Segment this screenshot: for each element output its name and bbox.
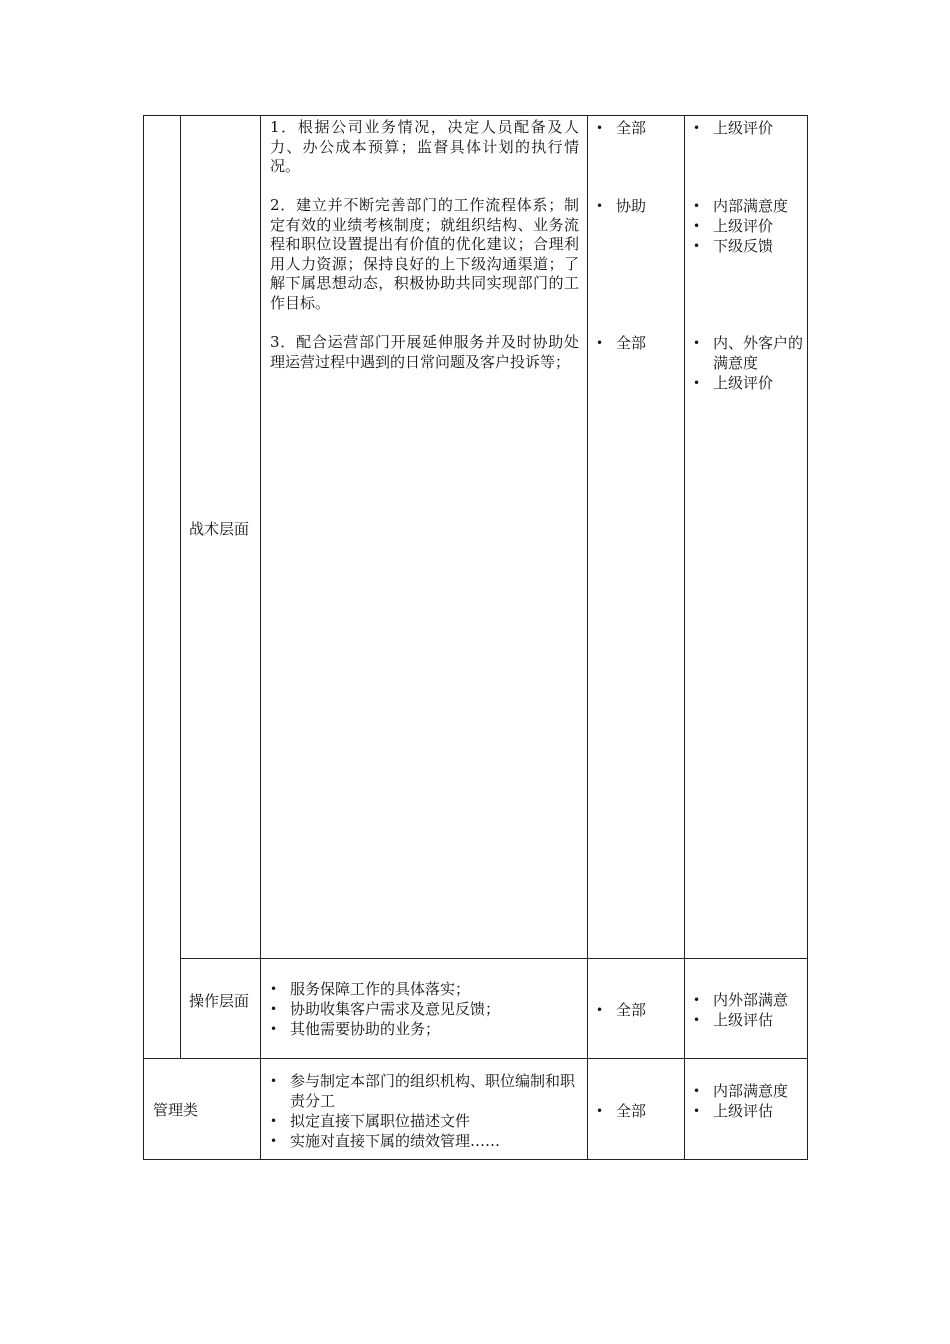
- scope-item: • 协助: [593, 196, 681, 216]
- tactical-eval-1: [690, 118, 804, 138]
- eval-item: • 内部满意度: [690, 1081, 804, 1101]
- tactical-duty-3: 3．配合运营部门开展延伸服务并及时协助处理运营过程中遇到的日常问题及客户投诉等；: [270, 333, 579, 371]
- table-border-top: [143, 115, 808, 116]
- operation-scope: [593, 1000, 681, 1020]
- duty-item: • 其他需要协助的业务；: [267, 1019, 583, 1039]
- management-eval: [690, 1081, 804, 1121]
- tactical-level-label: 战术层面: [189, 520, 250, 538]
- column-divider-scope: [587, 115, 588, 1160]
- operation-eval: [690, 990, 804, 1030]
- column-divider-duty: [260, 115, 261, 1160]
- management-category-label: 管理类: [153, 1101, 199, 1119]
- table-border-right: [807, 115, 808, 1160]
- table-border-left: [143, 115, 144, 1160]
- duty-item: • 协助收集客户需求及意见反馈；: [267, 999, 583, 1019]
- operation-duties: [267, 979, 583, 1039]
- tactical-eval-3: [690, 333, 804, 393]
- table-border-bottom: [143, 1159, 808, 1160]
- eval-item: • 内外部满意: [690, 990, 804, 1010]
- eval-item: • 上级评价: [690, 216, 804, 236]
- eval-item: • 上级评价: [690, 118, 804, 138]
- tactical-eval-2: [690, 196, 804, 256]
- management-scope: [593, 1101, 681, 1121]
- tactical-scope-1: [593, 118, 681, 138]
- scope-item: • 全部: [593, 1000, 681, 1020]
- management-duties: [267, 1071, 583, 1151]
- tactical-duty-1: 1．根据公司业务情况，决定人员配备及人力、办公成本预算；监督具体计划的执行情况。: [270, 118, 579, 175]
- eval-item: • 上级评估: [690, 1010, 804, 1030]
- tactical-duty-2: 2．建立并不断完善部门的工作流程体系；制定有效的业绩考核制度；就组织结构、业务流程和职位设置提出有价值的优化建议；合理利用人力资源；保持良好的上下级沟通渠道；了解下属思想动态，积极协助共同实现部门的工作目标。: [270, 196, 579, 312]
- eval-item: • 上级评估: [690, 1101, 804, 1121]
- scope-item: • 全部: [593, 1101, 681, 1121]
- column-divider-eval: [684, 115, 685, 1160]
- tactical-scope-3: [593, 333, 681, 353]
- eval-item: • 上级评价: [690, 373, 804, 393]
- eval-item: • 内部满意度: [690, 196, 804, 216]
- scope-item: • 全部: [593, 333, 681, 353]
- column-divider-level: [180, 115, 181, 1059]
- row-divider-management: [143, 1058, 808, 1059]
- eval-item: • 内、外客户的满意度: [690, 333, 804, 373]
- row-divider-operation: [180, 958, 808, 959]
- eval-item: • 下级反馈: [690, 236, 804, 256]
- duty-item: • 实施对直接下属的绩效管理……: [267, 1131, 583, 1151]
- duty-item: • 参与制定本部门的组织机构、职位编制和职责分工: [267, 1071, 583, 1111]
- duty-item: • 服务保障工作的具体落实；: [267, 979, 583, 999]
- tactical-scope-2: [593, 196, 681, 216]
- scope-item: • 全部: [593, 118, 681, 138]
- duty-item: • 拟定直接下属职位描述文件: [267, 1111, 583, 1131]
- operation-level-label: 操作层面: [189, 992, 250, 1010]
